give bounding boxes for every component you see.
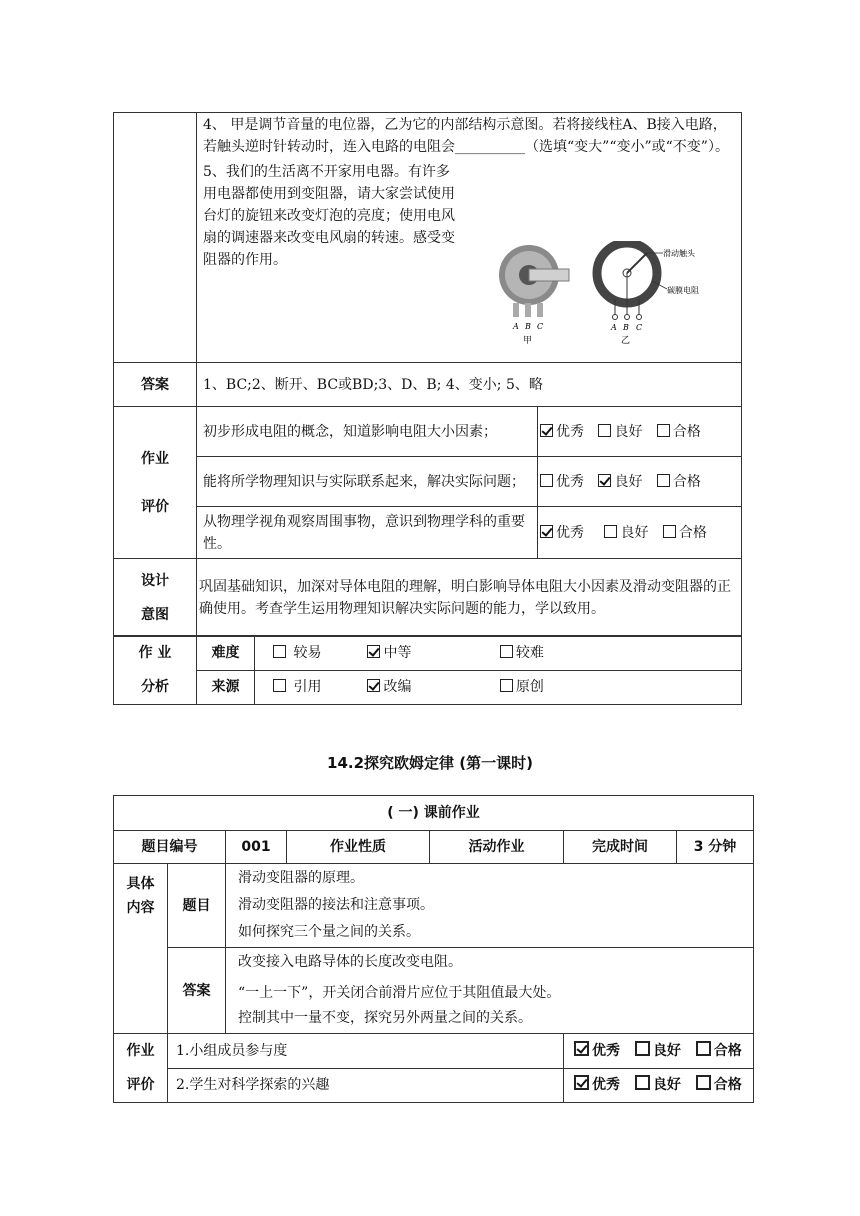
label-carbon: 碳膜电阻 — [667, 286, 699, 295]
checkbox-icon[interactable] — [273, 679, 286, 692]
analysis-table — [113, 635, 742, 705]
terminal-c-yi: C — [636, 323, 643, 332]
terminal-a-yi: A — [611, 323, 617, 332]
answer-text: 1、BC;2、断开、BC或BD;3、D、B; 4、变小; 5、略 — [197, 363, 742, 407]
checkbox-checked-icon[interactable] — [367, 679, 380, 692]
label-slider: 滑动触头 — [663, 249, 695, 258]
time-label: 完成时间 — [564, 831, 677, 864]
checkbox-icon[interactable] — [657, 424, 670, 437]
answer-label: 答案 — [114, 363, 197, 407]
num-label: 题目编号 — [114, 831, 226, 864]
potentiometer-photo-jia — [499, 245, 569, 346]
difficulty-easy[interactable]: 较易 — [273, 642, 353, 664]
content-label — [114, 864, 168, 1034]
option-pass[interactable]: 合格 — [663, 525, 707, 541]
eval2-label-line2: 评价 — [126, 1077, 155, 1093]
option-excellent[interactable]: 优秀 — [574, 1043, 620, 1059]
option-good[interactable]: 良好 — [604, 525, 648, 541]
checkbox-icon[interactable] — [500, 645, 513, 658]
option-good[interactable]: 良好 — [635, 1077, 681, 1093]
checkbox-icon[interactable] — [657, 474, 670, 487]
question-5: 5、我们的生活离不开家用电器。有许多用电器都使用到变阻器，请大家尝试使用台灯的旋钮来改变灯泡的亮度；使用电风扇的调速器来改变电风扇的转速。感受变阻器的作用。 — [203, 164, 455, 268]
design-text: 巩固基础知识，加深对导体电阻的理解，明白影响导体电阻大小因素及滑动变阻器的正确使用。考查学生运用物理知识解决实际问题的能力，学以致用。 — [197, 559, 742, 637]
answer-item-1: 改变接入电路导体的长度改变电阻。 — [238, 954, 462, 970]
checkbox-icon[interactable] — [500, 679, 513, 692]
analysis-label — [114, 636, 197, 705]
checkbox-icon[interactable] — [663, 525, 676, 538]
option-excellent[interactable]: 优秀 — [540, 525, 584, 541]
source-cite[interactable]: 引用 — [273, 676, 353, 698]
label-jia: 甲 — [523, 336, 533, 346]
question-item-3: 如何探究三个量之间的关系。 — [238, 924, 420, 940]
option-good[interactable]: 良好 — [598, 424, 642, 440]
content-label-line2: 内容 — [126, 900, 155, 916]
answer-item-2: “一上一下”，开关闭合前滑片应位于其阻值最大处。 — [238, 985, 561, 1001]
num-value: 001 — [226, 831, 287, 864]
checkbox-checked-icon[interactable] — [540, 525, 553, 538]
question-item-1: 滑动变阻器的原理。 — [238, 870, 364, 886]
eval-options-1 — [538, 407, 742, 457]
question-item-2: 滑动变阻器的接法和注意事项。 — [238, 897, 434, 913]
potentiometer-diagram-yi — [597, 243, 699, 346]
source-label: 来源 — [197, 670, 255, 705]
checkbox-checked-icon[interactable] — [598, 474, 611, 487]
terminal-a-jia: A — [513, 322, 519, 331]
option-good[interactable]: 良好 — [635, 1043, 681, 1059]
potentiometer-figure — [487, 241, 727, 351]
checkbox-checked-icon[interactable] — [367, 645, 380, 658]
question-list — [226, 864, 754, 948]
difficulty-hard[interactable]: 较难 — [500, 645, 544, 661]
checkbox-icon[interactable] — [635, 1041, 650, 1056]
assessment-table — [113, 112, 742, 637]
preclass-header: ( 一) 课前作业 — [114, 796, 754, 831]
design-label-line1: 设计 — [141, 572, 169, 589]
checkbox-icon[interactable] — [604, 525, 617, 538]
eval-criterion-2: 能将所学物理知识与实际联系起来，解决实际问题； — [197, 457, 538, 507]
question-4: 4、 甲是调节音量的电位器，乙为它的内部结构示意图。若将接线柱A、B接入电路，若触头逆时针转动时，连入电路的电阻会__________（选填“变大”“变小”或“不变”）。 — [203, 117, 729, 155]
checkbox-icon[interactable] — [635, 1075, 650, 1090]
checkbox-icon[interactable] — [696, 1041, 711, 1056]
checkbox-icon[interactable] — [540, 474, 553, 487]
option-pass[interactable]: 合格 — [696, 1077, 742, 1093]
eval-options-2 — [538, 457, 742, 507]
eval-label-line2: 评价 — [141, 498, 169, 515]
option-good[interactable]: 良好 — [598, 474, 642, 490]
option-pass[interactable]: 合格 — [696, 1043, 742, 1059]
content-label-line1: 具体 — [126, 876, 155, 892]
terminal-c-jia: C — [537, 322, 544, 331]
section-title: 14.2探究欧姆定律 (第一课时) — [327, 754, 533, 772]
question-label: 题目 — [168, 864, 226, 948]
eval-criterion-3: 从物理学视角观察周围事物，意识到物理学科的重要性。 — [197, 507, 538, 559]
checkbox-checked-icon[interactable] — [574, 1041, 589, 1056]
option-excellent[interactable]: 优秀 — [540, 474, 584, 490]
checkbox-icon[interactable] — [696, 1075, 711, 1090]
answer2-label: 答案 — [168, 948, 226, 1034]
question-cell — [197, 113, 742, 363]
eval2-label — [114, 1034, 168, 1103]
eval2-criterion-1: 1.小组成员参与度 — [168, 1034, 564, 1069]
terminal-b-jia: B — [525, 322, 531, 331]
type-value: 活动作业 — [430, 831, 564, 864]
option-excellent[interactable]: 优秀 — [574, 1077, 620, 1093]
checkbox-checked-icon[interactable] — [574, 1075, 589, 1090]
source-options — [255, 670, 742, 705]
eval2-criterion-2: 2.学生对科学探索的兴趣 — [168, 1068, 564, 1103]
option-pass[interactable]: 合格 — [657, 424, 701, 440]
eval-options-3 — [538, 507, 742, 559]
design-label-line2: 意图 — [141, 606, 169, 623]
source-original[interactable]: 原创 — [500, 679, 544, 695]
eval-label-line1: 作业 — [141, 450, 169, 467]
eval2-options-1 — [564, 1034, 754, 1069]
difficulty-options — [255, 636, 742, 671]
analysis-label-line2: 分析 — [141, 679, 169, 695]
empty-label-cell — [114, 113, 197, 363]
option-pass[interactable]: 合格 — [657, 474, 701, 490]
answer-item-3: 控制其中一量不变，探究另外两量之间的关系。 — [238, 1010, 532, 1026]
answer-list — [226, 948, 754, 1034]
difficulty-label: 难度 — [197, 636, 255, 671]
terminal-b-yi: B — [623, 323, 629, 332]
difficulty-medium[interactable]: 中等 — [367, 642, 485, 664]
label-yi: 乙 — [621, 336, 631, 346]
time-value: 3 分钟 — [677, 831, 754, 864]
option-excellent[interactable]: 优秀 — [540, 424, 584, 440]
checkbox-icon[interactable] — [273, 645, 286, 658]
eval2-options-2 — [564, 1068, 754, 1103]
eval2-label-line1: 作业 — [126, 1043, 155, 1059]
preclass-table — [113, 795, 754, 1103]
source-adapt[interactable]: 改编 — [367, 676, 485, 698]
checkbox-icon[interactable] — [598, 424, 611, 437]
checkbox-checked-icon[interactable] — [540, 424, 553, 437]
design-label — [114, 559, 197, 637]
type-label: 作业性质 — [287, 831, 430, 864]
analysis-label-line1: 作 业 — [138, 645, 172, 661]
eval-criterion-1: 初步形成电阻的概念，知道影响电阻大小因素； — [197, 407, 538, 457]
eval-label — [114, 407, 197, 559]
